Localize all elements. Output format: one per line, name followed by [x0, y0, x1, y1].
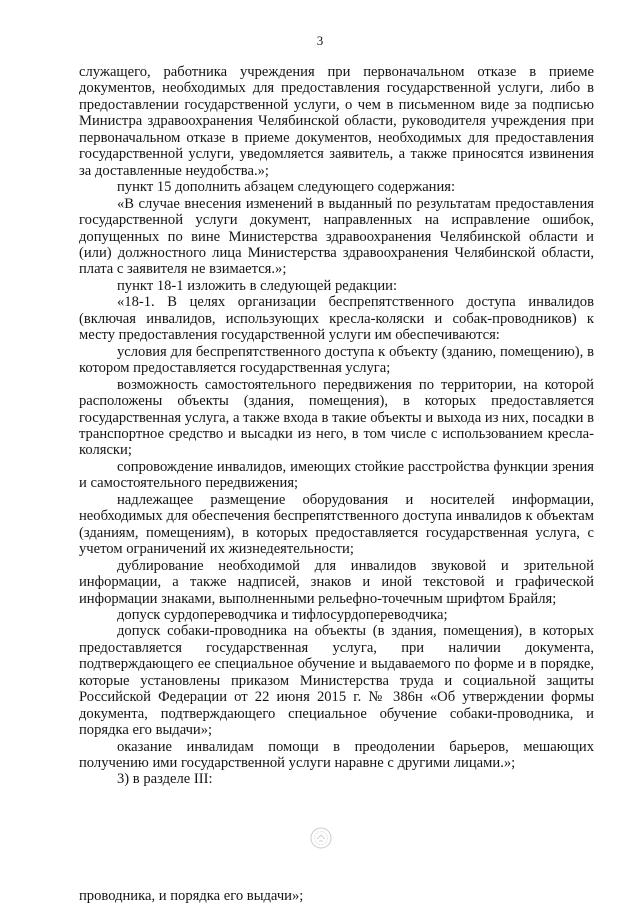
- paragraph: допуск собаки-проводника на объекты (в здания, помещения), в которых предоставляется государственная услуга, при наличии документа, подтверждающего ее специальное обучение и выдаваемого по форме и в порядке, которые установлены приказом Министерства труда и социальной защиты Российской Федерации от 22 июня 2015 г. № 386н «Об утверждении формы документа, подтверждающего специальное обучение собаки-проводника, и порядка его выдачи»;: [79, 623, 594, 739]
- paragraph: возможность самостоятельного передвижения по территории, на которой расположены объекты (здания, помещения), в которых предоставляется государственная услуга, а также входа в такие объекты и выхода из них, посадки в транспортное средство и высадки из него, в том числе с использованием кресла-коляски;: [79, 376, 594, 459]
- document-body: [79, 64, 594, 788]
- paragraph: надлежащее размещение оборудования и носителей информации, необходимых для обеспечения беспрепятственного доступа инвалидов к объектам (зданиям, помещениям), в которых предоставляется государственная услуга, с учетом ограничений их жизнедеятельности;: [79, 491, 594, 558]
- paragraph: условия для беспрепятственного доступа к объекту (зданию, помещению), в котором предоставляется государственная услуга;: [79, 343, 594, 377]
- paragraph: сопровождение инвалидов, имеющих стойкие расстройства функции зрения и самостоятельного передвижения;: [79, 458, 594, 492]
- paragraph: «В случае внесения изменений в выданный по результатам предоставления государственной услуги документ, направленных на исправление ошибок, допущенных по вине Министерства здравоохранения Челябинской области и (или) должностного лица Министерства здравоохранения Челябинской области, плата с заявителя не взимается.»;: [79, 195, 594, 278]
- paragraph: оказание инвалидам помощи в преодолении барьеров, мешающих получению ими государственной услуги наравне с другими лицами.»;: [79, 738, 594, 772]
- paragraph: дублирование необходимой для инвалидов звуковой и зрительной информации, а также надписей, знаков и иной текстовой и графической информации знаками, выполненными рельефно-точечным шрифтом Брайля;: [79, 557, 594, 607]
- paragraph: пункт 18-1 изложить в следующей редакции:: [117, 277, 398, 294]
- bottom-cut-line: проводника, и порядка его выдачи»;: [79, 888, 304, 904]
- paragraph: пункт 15 дополнить абзацем следующего содержания:: [117, 179, 456, 196]
- paragraph: 3) в разделе III:: [117, 771, 213, 788]
- paragraph: допуск сурдопереводчика и тифлосурдопереводчика;: [117, 606, 448, 623]
- paragraph: служащего, работника учреждения при первоначальном отказе в приеме документов, необходимых для предоставления государственной услуги, либо в предоставлении государственной услуги, о чем в письменном виде за подписью Министра здравоохранения Челябинской области, руководителя учреждения при первоначальном отказе в приеме документов, необходимых для предоставления государственной услуги, уведомляется заявитель, а также приносятся извинения за доставленные неудобства.»;: [79, 64, 594, 179]
- paragraph: «18-1. В целях организации беспрепятственного доступа инвалидов (включая инвалидов, использующих кресла-коляски и собак-проводников) к месту предоставления государственной услуги им обеспечиваются:: [79, 294, 594, 344]
- seal-stamp-icon: [309, 826, 333, 850]
- page-number: 3: [316, 33, 324, 48]
